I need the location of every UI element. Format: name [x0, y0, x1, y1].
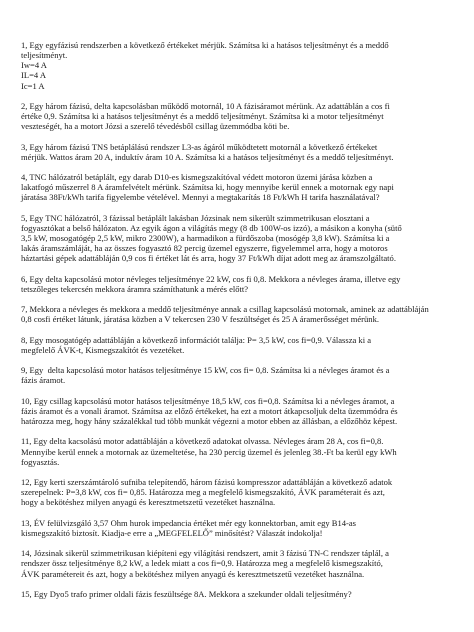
- task-item-6: [21, 274, 453, 294]
- task-line: 14, Józsinak sikerül szimmetrikusan kiépíteni egy világítási rendszert, amit 3 fázisú TN-C rendszer táplál, a: [21, 548, 389, 559]
- task-text: [21, 477, 453, 507]
- task-text: [21, 548, 453, 578]
- task-line: Mennyibe kerül ennek a motornak az üzemeltetése, ha 230 percig üzemel és jelenleg 38.-Ft ba kerül egy kWh: [21, 446, 397, 457]
- task-line: tetszőleges tekercsén mekkora áramra számíthatunk a mérés előtt?: [21, 283, 249, 294]
- task-text: [21, 589, 453, 599]
- task-line: fázis áramot és a vonali áramot. Számítsa az előző értékeket, ha ezt a motort átkapcsoljuk delta üzemmódra és: [21, 405, 398, 416]
- task-line: Ic=1 A: [21, 80, 45, 91]
- task-line: Iw=4 A: [21, 60, 47, 71]
- task-line: IL=4 A: [21, 70, 46, 81]
- task-item-15: [21, 589, 453, 599]
- task-line: szerepelnek: P=3,8 kW, cos fi= 0,85. Határozza meg a megfelelő kismegszakító, ÁVK paraméterait és azt,: [21, 487, 385, 498]
- task-item-2: [21, 101, 453, 131]
- task-line: 4, TNC hálózatról betáplált, egy darab D10-es kismegszakítóval védett motoron üzemi járása közben a: [21, 172, 373, 183]
- task-item-12: [21, 477, 453, 507]
- task-item-10: [21, 396, 453, 426]
- task-text: [21, 142, 453, 162]
- task-line: 0,8 cosfi értéket látunk, járatása közben a V tekercsen 230 V feszültséget és 25 A áramerősséget mérünk.: [21, 314, 379, 325]
- task-line: lakatfogó műszerrel 8 A áramfelvételt mérünk. Számítsa ki, hogy mennyibe kerül ennek a motornak egy napi: [21, 182, 394, 193]
- task-line: 10, Egy csillag kapcsolású motor hatásos teljesítménye 18,5 kW, cos fi=0,8. Számítsa ki a névleges áramot, a: [21, 395, 395, 406]
- task-line: hogy a bekötéshez milyen anyagú és keresztmetszetű vezetéket használna.: [21, 497, 276, 508]
- task-line: 12, Egy kerti szerszámtároló sufniba telepítendő, három fázisú kompresszor adattábláján a következő adatok: [21, 477, 393, 488]
- task-line: lakás áramszámláját, ha az összes fogyasztó 82 percig üzemel egyszerre, figyelemmel arra, hogy a motoros: [21, 243, 388, 254]
- task-line: 13, ÉV felülvizsgáló 3,57 Ohm hurok impedancia értéket mér egy konnektorban, amit egy B14-as: [21, 517, 356, 528]
- task-line: 15, Egy Dyo5 trafo primer oldali fázis feszültsége 8A. Mekkora a szekunder oldali teljesítmény?: [21, 588, 352, 599]
- task-line: háztartási gépek adattábláján 0,9 cos fi értéket lát és arra, hogy 37 Ft/kWh díjat adott meg az áramszolgáltató.: [21, 253, 396, 264]
- task-text: [21, 213, 453, 264]
- task-item-3: [21, 142, 453, 162]
- task-text: [21, 40, 453, 91]
- task-line: 9, Egy delta kapcsolású motor hatásos teljesítménye 15 kW, cos fi= 0,8. Számítsa ki a névleges áramot és a: [21, 365, 390, 376]
- task-item-8: [21, 335, 453, 355]
- task-line: értéke 0,9. Számítsa ki a hatásos teljesítményt és a meddő teljesítményt. Számítsa ki a motor teljesítményt: [21, 111, 384, 122]
- task-item-13: [21, 518, 453, 538]
- task-item-11: [21, 436, 453, 466]
- task-text: [21, 304, 453, 324]
- task-line: fogyasztókat a belső hálózaton. Az egyik ágon a világítás megy (8 db 100W-os izzó), a másikon a konyha (sütő: [21, 222, 402, 233]
- task-item-1: [21, 40, 453, 91]
- task-line: mérjük. Wattos áram 20 A, induktív áram 10 A. Számítsa ki a hatásos teljesítményt és a meddő teljesítményt.: [21, 151, 394, 162]
- task-text: [21, 365, 453, 385]
- task-item-9: [21, 365, 453, 385]
- task-text: [21, 335, 453, 355]
- task-line: fázis áramot.: [21, 375, 66, 386]
- task-text: [21, 172, 453, 202]
- task-line: megfelelő ÁVK-t, Kismegszakítót és vezetéket.: [21, 344, 185, 355]
- task-text: [21, 436, 453, 466]
- task-line: 5, Egy TNC hálózatról, 3 fázissal betáplált lakásban Józsinak nem sikerült szimmetrikusan elosztani a: [21, 212, 370, 223]
- task-line: járatása 38Ft/kWh tarifa figyelembe vételével. Mennyi a megtakarítás 18 Ft/kWh H tarifa használatával?: [21, 192, 380, 203]
- task-line: veszteségét, ha a motort Józsi a szerelő tévedésből csillag üzemmódba köti be.: [21, 121, 290, 132]
- task-line: 7, Mekkora a névleges és mekkora a meddő teljesítménye annak a csillag kapcsolású motornak, aminek az adattábláján: [21, 304, 429, 315]
- task-text: [21, 101, 453, 131]
- task-line: 6, Egy delta kapcsolású motor névleges teljesítménye 22 kW, cos fi 0,8. Mekkora a névleges árama, illetve egy: [21, 273, 401, 284]
- task-line: kismegszakító biztosít. Kiadja-e erre a „MEGFELELŐ” minősítést? Válaszát indokolja!: [21, 527, 323, 538]
- task-line: 3,5 kW, mosogatógép 2,5 kW, mikro 2300W), a harmadikon a fürdőszoba (mosógép 3,8 kW). Számítsa ki a: [21, 233, 390, 244]
- task-line: 11, Egy delta kacsolású motor adattábláján a következő adatokat olvassa. Névleges áram 28 A, cos fi=0,8.: [21, 436, 384, 447]
- task-item-7: [21, 304, 453, 324]
- task-line: 2, Egy három fázisú, delta kapcsolásban működő motornál, 10 A fázisáramot mérünk. Az adattáblán a cos fi: [21, 100, 390, 111]
- task-line: fogyasztás.: [21, 456, 60, 467]
- task-item-4: [21, 172, 453, 202]
- task-line: rendszer össz teljesítménye 8,2 kW, a ledek miatt a cos fi=0,9. Határozza meg a megfelelő kismegszakító,: [21, 558, 383, 569]
- task-line: teljesítményt.: [21, 50, 68, 61]
- task-line: 1, Egy egyfázisú rendszerben a következő értékeket mérjük. Számítsa ki a hatásos teljesítményt és a meddő: [21, 40, 389, 50]
- task-text: [21, 274, 453, 294]
- task-item-5: [21, 213, 453, 264]
- task-text: [21, 518, 453, 538]
- task-text: [21, 396, 453, 426]
- task-line: határozza meg, hogy hány százalékkal tud több munkát végezni a motor ebben az állásban, a előzőhöz képest.: [21, 416, 398, 427]
- task-item-14: [21, 548, 453, 578]
- task-line: 8, Egy mosogatógép adattábláján a következő információt találja: P= 3,5 kW, cos fi=0,9. Válassza ki a: [21, 334, 371, 345]
- task-line: ÁVK paramétereit és azt, hogy a bekötéshez milyen anyagú és keresztmetszetű vezetéket használna.: [21, 568, 365, 579]
- task-line: 3, Egy három fázisú TNS betáplálású rendszer L3-as ágáról működtetett motornál a következő értékeket: [21, 141, 378, 152]
